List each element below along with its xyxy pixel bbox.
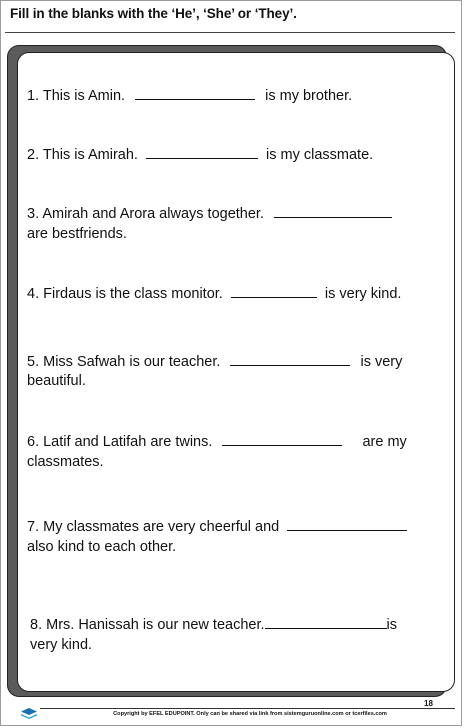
stacked-layers-icon: [20, 707, 38, 721]
question-4-suffix: is very kind.: [324, 286, 402, 302]
copyright-text: Copyright by EFEL EDUPOINT. Only can be shared via link from sistemguruonline.com or tcerfiles.com: [113, 711, 387, 717]
answer-blank-6[interactable]: [222, 431, 342, 446]
answer-blank-7[interactable]: [287, 516, 407, 531]
question-4: [27, 283, 401, 305]
question-1: [27, 85, 352, 107]
question-2-text: 2. This is Amirah.: [27, 147, 138, 163]
question-6-suffix: are my: [362, 434, 407, 450]
question-6: [27, 431, 407, 453]
question-8: [30, 614, 397, 636]
question-4-text: 4. Firdaus is the class monitor.: [27, 286, 223, 302]
question-8-suffix: is: [386, 617, 398, 633]
question-5-line-2: beautiful.: [27, 373, 86, 389]
worksheet-title: Fill in the blanks with the ‘He’, ‘She’ or ‘They’.: [10, 6, 297, 21]
question-5: [27, 351, 402, 373]
answer-blank-4[interactable]: [231, 283, 317, 298]
question-5-text: 5. Miss Safwah is our teacher.: [27, 354, 221, 370]
page-number: 18: [424, 699, 433, 708]
question-7: [27, 516, 407, 538]
question-1-suffix: is my brother.: [265, 88, 353, 104]
question-3: [27, 203, 392, 225]
question-5-suffix: is very: [360, 354, 403, 370]
footer-divider: [40, 708, 455, 709]
question-2-suffix: is my classmate.: [266, 147, 374, 163]
answer-blank-1[interactable]: [135, 85, 255, 100]
answer-blank-5[interactable]: [230, 351, 350, 366]
question-8-text: 8. Mrs. Hanissah is our new teacher.: [30, 617, 265, 633]
question-3-text: 3. Amirah and Arora always together.: [27, 206, 264, 222]
answer-blank-8[interactable]: [265, 614, 387, 629]
question-6-line-2: classmates.: [27, 454, 104, 470]
question-1-text: 1. This is Amin.: [27, 88, 126, 104]
question-7-text: 7. My classmates are very cheerful and: [27, 519, 280, 535]
answer-blank-3[interactable]: [274, 203, 392, 218]
title-divider: [5, 32, 455, 33]
question-7-line-2: also kind to each other.: [27, 539, 177, 555]
question-6-text: 6. Latif and Latifah are twins.: [27, 434, 213, 450]
question-8-line-2: very kind.: [30, 637, 93, 653]
question-2: [27, 144, 373, 166]
question-3-line-2: are bestfriends.: [27, 226, 127, 242]
answer-blank-2[interactable]: [146, 144, 258, 159]
